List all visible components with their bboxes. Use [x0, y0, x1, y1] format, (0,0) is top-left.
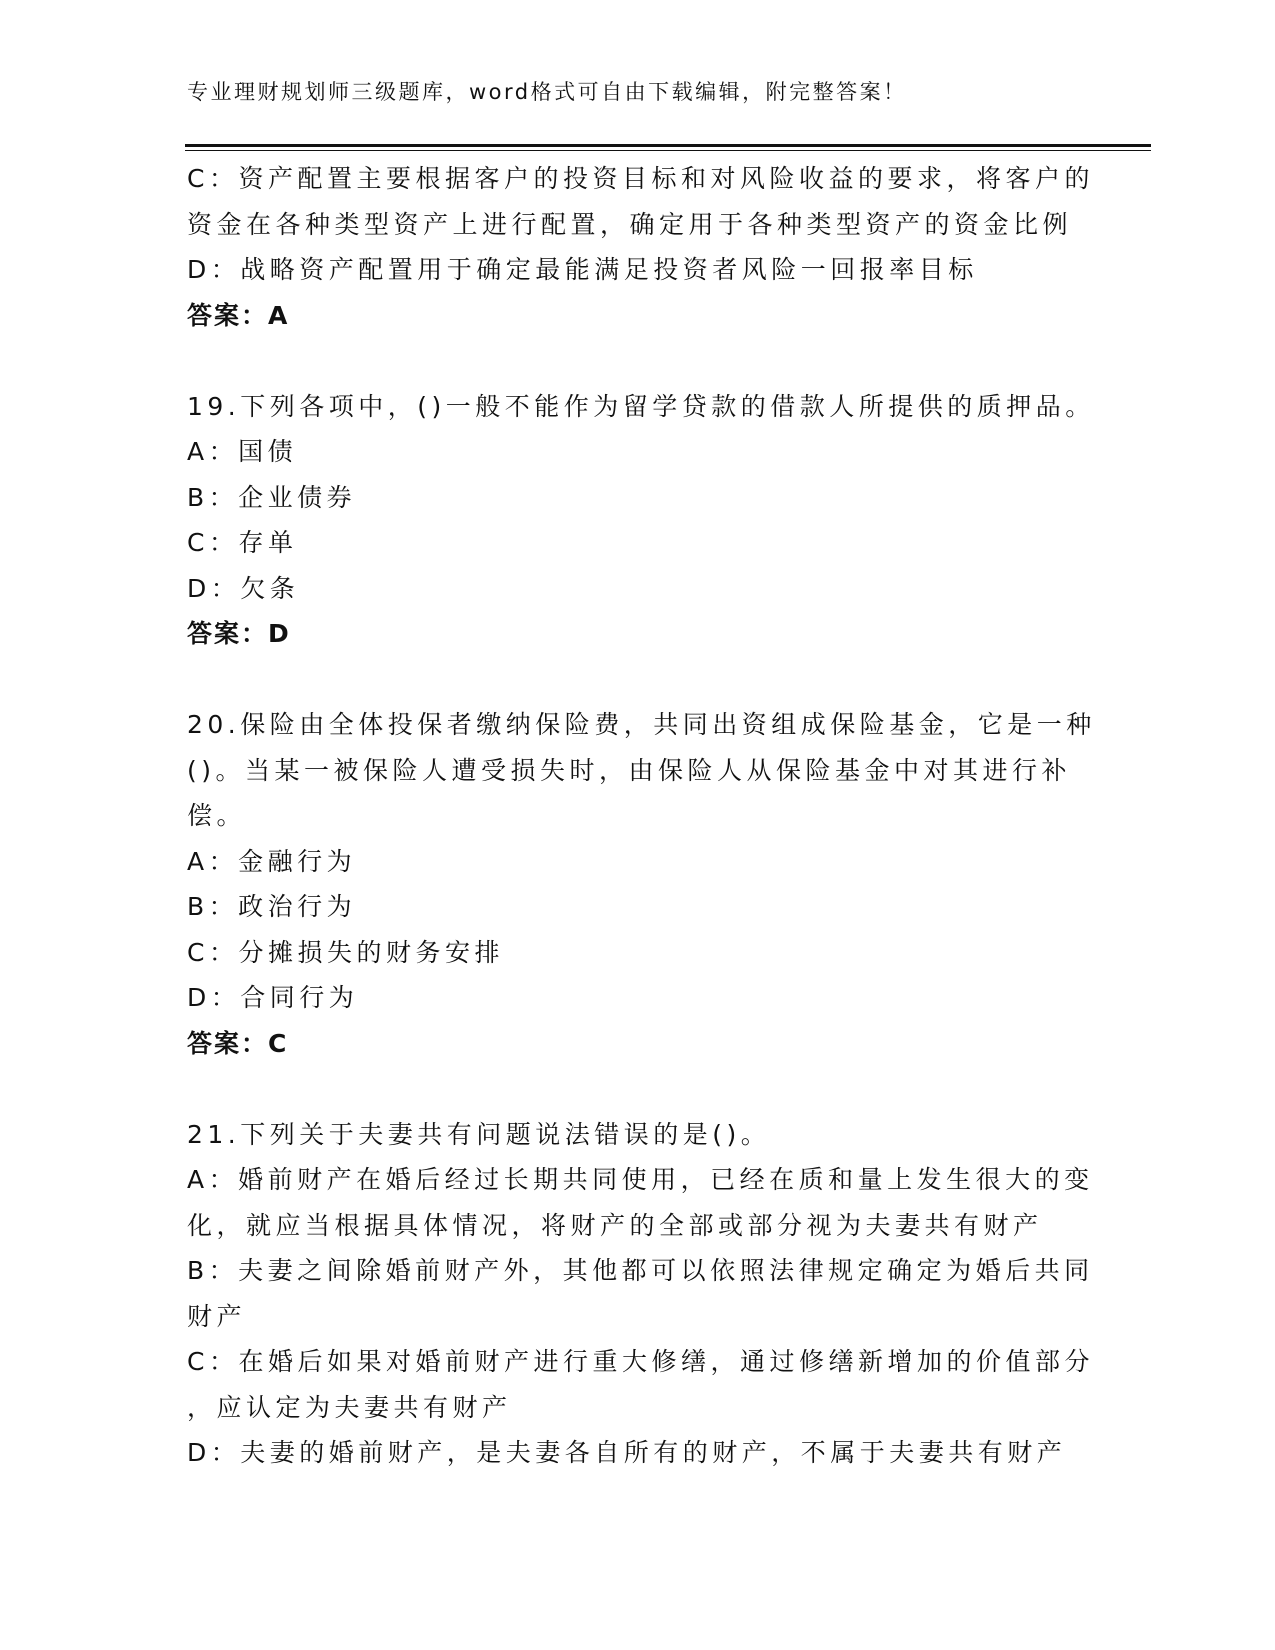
spacer: [187, 1066, 1087, 1112]
spacer: [187, 657, 1087, 703]
option-line: B：政治行为: [187, 892, 357, 921]
option-line: B：夫妻之间除婚前财产外，其他都可以依照法律规定确定为婚后共同: [187, 1256, 1094, 1285]
option-line: A：金融行为: [187, 846, 357, 876]
option-line: ，应认定为夫妻共有财产: [187, 1392, 512, 1422]
answer-line: 答案：A: [187, 300, 290, 330]
question-stem: 21.下列关于夫妻共有问题说法错误的是()。: [187, 1119, 771, 1149]
option-line: A：国债: [187, 437, 298, 466]
question-block: [187, 156, 1094, 338]
option-line: D：合同行为: [187, 983, 359, 1012]
spacer: [187, 338, 1087, 384]
option-line: C：存单: [187, 528, 298, 557]
page-header-text: 专业理财规划师三级题库，word格式可自由下载编辑，附完整答案！: [187, 80, 907, 104]
option-line: 化，就应当根据具体情况，将财产的全部或部分视为夫妻共有财产: [187, 1210, 1043, 1240]
answer-line: 答案：C: [187, 1028, 289, 1058]
question-block: [187, 702, 1096, 1066]
option-line: C：资产配置主要根据客户的投资目标和对风险收益的要求，将客户的: [187, 164, 1094, 193]
question-block: [187, 1112, 1094, 1476]
document-body: [187, 156, 1096, 1476]
option-line: 财产: [187, 1301, 247, 1331]
option-line: D：欠条: [187, 573, 300, 603]
header-rule-thick: [185, 144, 1151, 147]
header-rule-thin: [185, 150, 1151, 151]
question-stem: 19.下列各项中，()一般不能作为留学贷款的借款人所提供的质押品。: [187, 391, 1095, 421]
question-stem: ()。当某一被保险人遭受损失时，由保险人从保险基金中对其进行补: [187, 755, 1072, 785]
option-line: 资金在各种类型资产上进行配置，确定用于各种类型资产的资金比例: [187, 209, 1073, 239]
question-block: [187, 384, 1095, 657]
option-line: A：婚前财产在婚后经过长期共同使用，已经在质和量上发生很大的变: [187, 1165, 1094, 1194]
option-line: C：在婚后如果对婚前财产进行重大修缮，通过修缮新增加的价值部分: [187, 1347, 1094, 1376]
question-stem: 20.保险由全体投保者缴纳保险费，共同出资组成保险基金，它是一种: [187, 710, 1096, 739]
answer-line: 答案：D: [187, 619, 291, 648]
question-stem: 偿。: [187, 801, 247, 830]
option-line: B：企业债券: [187, 482, 357, 512]
option-line: C：分摊损失的财务安排: [187, 937, 504, 967]
option-line: D：夫妻的婚前财产，是夫妻各自所有的财产，不属于夫妻共有财产: [187, 1438, 1067, 1467]
option-line: D：战略资产配置用于确定最能满足投资者风险一回报率目标: [187, 255, 978, 284]
